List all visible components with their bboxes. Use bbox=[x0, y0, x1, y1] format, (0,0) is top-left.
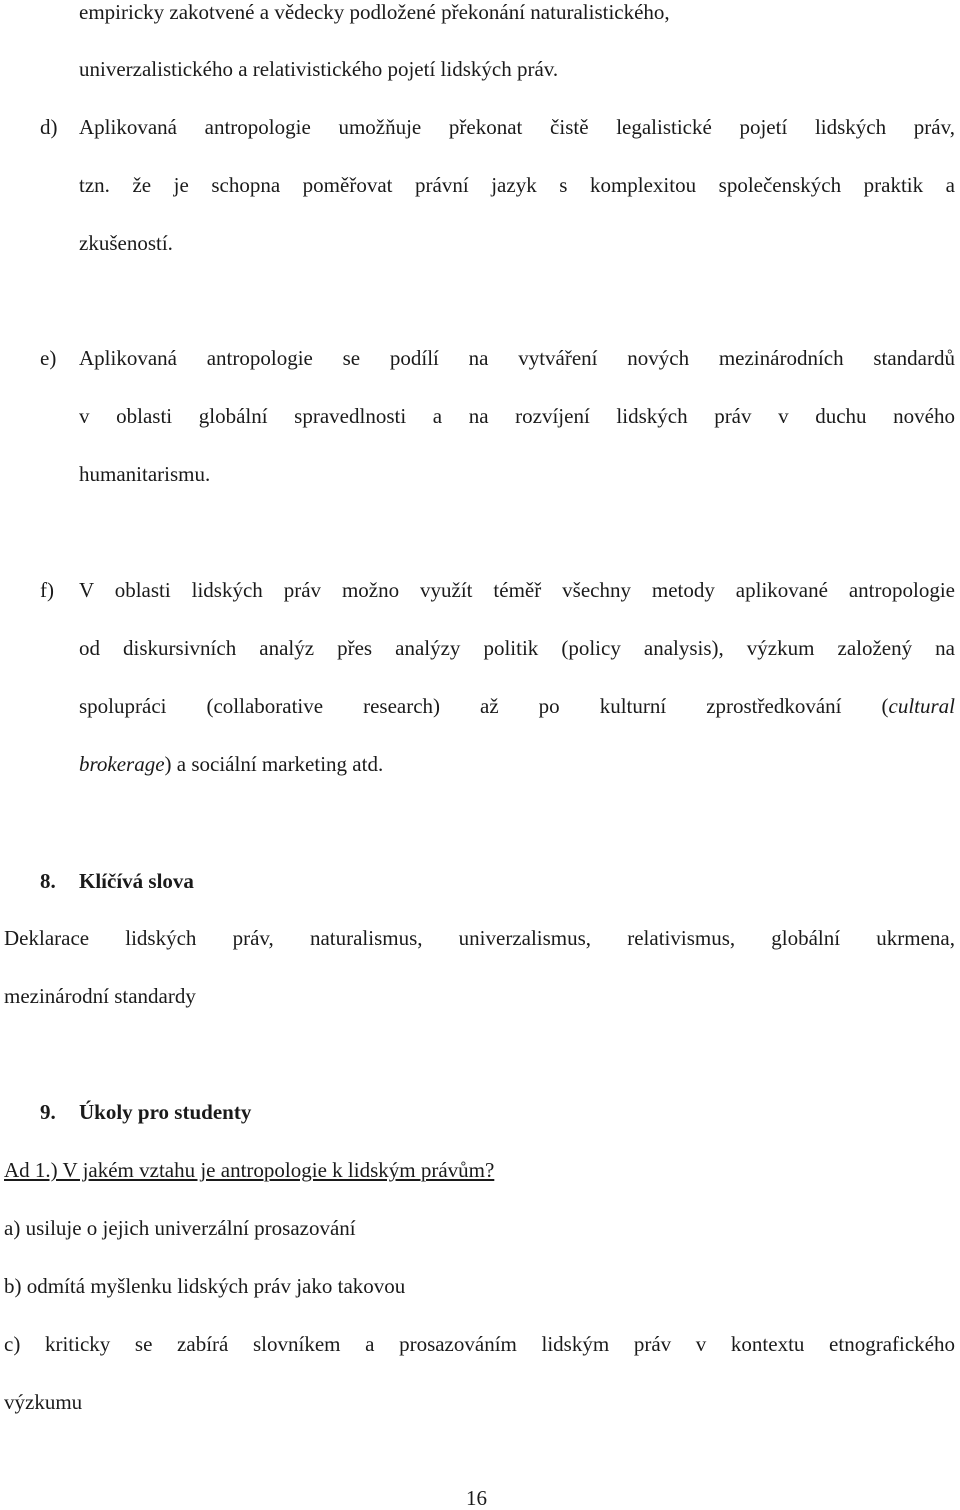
section-9-question: Ad 1.) V jakém vztahu je antropologie k lidským právům? bbox=[4, 1158, 495, 1182]
intro-line-1: empiricky zakotvené a vědecky podložené překonání naturalistického, bbox=[79, 0, 670, 24]
answer-c-line-1: c) kriticky se zabírá slovníkem a prosazováním lidským práv v kontextu etnografického bbox=[4, 1332, 955, 1356]
list-item-d-line-2: tzn. že je schopna poměřovat právní jazyk s komplexitou společenských praktik a bbox=[79, 173, 955, 197]
section-8-title: Klíčívá slova bbox=[79, 869, 194, 893]
intro-line-2: univerzalistického a relativistického pojetí lidských práv. bbox=[79, 57, 559, 81]
list-marker-e: e) bbox=[40, 346, 57, 370]
list-item-f-line-3 bbox=[79, 694, 955, 718]
list-item-f-italic-cultural: cultural bbox=[888, 694, 955, 718]
list-item-f-italic-brokerage: brokerage bbox=[79, 752, 165, 776]
list-item-d-line-1: Aplikovaná antropologie umožňuje překonat čistě legalistické pojetí lidských práv, bbox=[79, 115, 955, 139]
list-item-d-line-3: zkušeností. bbox=[79, 231, 173, 255]
list-marker-d: d) bbox=[40, 115, 58, 139]
answer-a: a) usiluje o jejich univerzální prosazování bbox=[4, 1216, 356, 1240]
section-8-keywords-line-2: mezinárodní standardy bbox=[4, 984, 196, 1008]
list-marker-f: f) bbox=[40, 578, 54, 602]
answer-c-line-2: výzkumu bbox=[4, 1390, 83, 1414]
section-9-number: 9. bbox=[40, 1100, 56, 1124]
list-item-f-line-4 bbox=[79, 752, 383, 776]
section-9-title: Úkoly pro studenty bbox=[79, 1100, 252, 1124]
section-8-number: 8. bbox=[40, 869, 56, 893]
list-item-f-line-2: od diskursivních analýz přes analýzy politik (policy analysis), výzkum založený na bbox=[79, 636, 955, 660]
list-item-f-line-4-text: ) a sociální marketing atd. bbox=[164, 752, 384, 776]
list-item-e-line-1: Aplikovaná antropologie se podílí na vytváření nových mezinárodních standardů bbox=[79, 346, 955, 370]
list-item-e-line-2: v oblasti globální spravedlnosti a na rozvíjení lidských práv v duchu nového bbox=[79, 404, 955, 428]
section-8-keywords-line-1: Deklarace lidských práv, naturalismus, univerzalismus, relativismus, globální ukrmena, bbox=[4, 926, 955, 950]
answer-b: b) odmítá myšlenku lidských práv jako takovou bbox=[4, 1274, 406, 1298]
page-number: 16 bbox=[466, 1486, 487, 1510]
list-item-f-line-3-text: spolupráci (collaborative research) až po kulturní zprostředkování ( bbox=[79, 694, 889, 718]
list-item-f-line-1: V oblasti lidských práv možno využít téměř všechny metody aplikované antropologie bbox=[79, 578, 955, 602]
list-item-e-line-3: humanitarismu. bbox=[79, 462, 211, 486]
